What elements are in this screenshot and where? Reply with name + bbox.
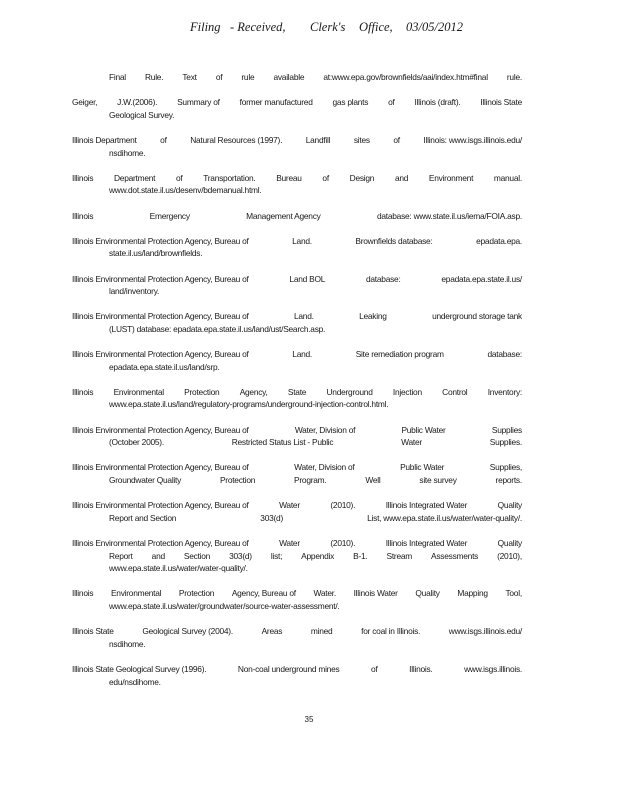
reference-word: Stream <box>386 550 413 561</box>
reference-word: site survey <box>419 475 457 485</box>
reference-word: Illinois <box>72 210 94 221</box>
reference-word: Natural Resources (1997). <box>190 134 283 145</box>
reference-word: Supplies, <box>489 462 522 473</box>
reference-word: Environmental <box>110 588 162 599</box>
reference-word: Report and Section <box>109 512 177 523</box>
reference-line <box>72 461 522 474</box>
reference-word: reports. <box>495 475 522 485</box>
reference-word: Illinois Environmental Protection Agency, Bureau of <box>72 273 249 284</box>
reference-word: Underground <box>326 386 373 397</box>
reference-word: Illinois Environmental Protection Agency, Bureau of <box>72 235 249 246</box>
reference-word: List, www.epa.state.il.us/water/water-quality/. <box>367 512 522 523</box>
reference-word: underground storage tank <box>432 311 522 322</box>
header-clerks: Clerk's <box>310 20 346 34</box>
reference-line: nsdihome. <box>109 147 146 158</box>
reference-word: Water <box>279 537 300 548</box>
reference-word: Well <box>365 475 381 485</box>
reference-word: Land. <box>293 311 314 322</box>
reference-word: Environmental <box>113 386 164 397</box>
reference-word: Section <box>183 550 211 561</box>
reference-line: Geological Survey. <box>109 109 175 120</box>
reference-word: Areas <box>261 626 283 637</box>
reference-line <box>72 537 522 550</box>
reference-entry <box>72 348 522 373</box>
reference-entry <box>72 386 522 411</box>
reference-word: Water <box>401 437 422 448</box>
reference-word: Water <box>279 500 300 511</box>
reference-word: Appendix <box>301 550 335 561</box>
reference-line <box>72 512 522 525</box>
reference-word: Illinois Integrated Water <box>385 500 468 511</box>
reference-word: Illinois Environmental Protection Agency, Bureau of <box>72 462 249 473</box>
reference-word: gas plants <box>332 97 369 108</box>
reference-line <box>72 663 522 676</box>
reference-word: Agency, <box>239 386 268 397</box>
reference-entry <box>72 96 522 121</box>
reference-word: Illinois Environmental Protection Agency, Bureau of <box>72 424 249 435</box>
reference-word: Summary of <box>177 97 220 108</box>
reference-entry <box>72 663 522 688</box>
reference-line <box>72 474 522 487</box>
reference-word: www.isgs.illinois.edu/ <box>448 626 522 637</box>
reference-word: Landfill <box>305 134 331 145</box>
reference-word: Illinois <box>72 172 94 183</box>
reference-word: Water, Division of <box>294 424 356 435</box>
reference-word: manual. <box>493 172 522 183</box>
reference-word: Agency, Bureau of <box>231 588 296 599</box>
header-date: 03/05/2012 <box>406 20 463 34</box>
reference-word: Design <box>349 172 375 183</box>
reference-line <box>72 71 522 84</box>
reference-word: Non-coal underground mines <box>237 663 340 674</box>
reference-line <box>72 210 522 223</box>
reference-list <box>72 71 522 701</box>
reference-word: Illinois <box>72 386 94 397</box>
reference-line <box>72 424 522 437</box>
reference-entry <box>72 134 522 159</box>
reference-word: of <box>393 134 400 145</box>
reference-word: Illinois Environmental Protection Agency, Bureau of <box>72 537 249 548</box>
header-filing: Filing <box>190 20 221 34</box>
reference-line <box>72 96 522 109</box>
reference-word: Water. <box>313 588 336 599</box>
reference-line: edu/nsdihome. <box>109 676 161 687</box>
reference-word: Geiger, <box>72 97 98 108</box>
reference-word: Public Water <box>400 462 445 473</box>
reference-word: Assessments <box>431 550 479 561</box>
reference-word: Brownfields database: <box>355 235 433 246</box>
reference-word: of <box>160 134 167 145</box>
reference-entry <box>72 210 522 223</box>
reference-word: Illinois State <box>72 626 114 637</box>
reference-word: Illinois State <box>480 97 522 108</box>
reference-line: www.epa.state.il.us/water/water-quality/. <box>109 563 248 574</box>
reference-word: 303(d) <box>260 512 284 523</box>
reference-line: state.il.us/land/brownfields. <box>109 248 203 259</box>
reference-word: Quality <box>415 588 440 599</box>
reference-word: Report <box>109 550 133 561</box>
reference-word: Supplies <box>491 424 522 435</box>
reference-word: Mapping <box>457 588 488 599</box>
reference-word: Control <box>442 386 468 397</box>
reference-word: Text <box>182 72 197 82</box>
reference-word: Illinois Environmental Protection Agency, Bureau of <box>72 349 249 360</box>
reference-entry <box>72 537 522 575</box>
reference-entry <box>72 273 522 298</box>
reference-line <box>72 550 522 563</box>
reference-word: and <box>151 550 165 561</box>
reference-word: B-1. <box>353 550 368 561</box>
reference-entry <box>72 461 522 486</box>
page-header <box>0 20 618 40</box>
reference-word: Rule. <box>144 72 164 82</box>
reference-word: Management Agency <box>246 210 321 221</box>
reference-word: Inventory: <box>487 386 522 397</box>
reference-entry <box>72 172 522 197</box>
reference-word: Geological Survey (2004). <box>142 626 233 637</box>
reference-word: (2010). <box>330 500 356 511</box>
reference-word: sites <box>353 134 370 145</box>
reference-word: list; <box>270 550 283 561</box>
reference-word: Land. <box>292 349 312 360</box>
reference-word: and <box>394 172 409 183</box>
reference-line <box>72 348 522 361</box>
reference-line <box>72 310 522 323</box>
reference-word: (2010). <box>330 537 356 548</box>
reference-word: available <box>273 72 305 82</box>
reference-word: at:www.epa.gov/brownfields/aai/index.htm#final <box>323 72 488 82</box>
reference-word: of <box>215 72 223 82</box>
reference-line <box>72 625 522 638</box>
reference-word: Illinois Integrated Water <box>385 537 468 548</box>
reference-word: Bureau <box>276 172 302 183</box>
reference-line <box>72 499 522 512</box>
reference-word: Protection <box>219 475 256 485</box>
header-received: - Received, <box>230 20 286 34</box>
reference-word: Illinois State Geological Survey (1996). <box>72 663 207 674</box>
reference-word: Leaking <box>359 311 387 322</box>
reference-line <box>72 436 522 449</box>
reference-entry <box>72 499 522 524</box>
reference-word: Land. <box>292 235 312 246</box>
reference-line: nsdihome. <box>109 638 146 649</box>
reference-word: J.W.(2006). <box>117 97 158 108</box>
reference-word: Illinois Environmental Protection Agency, Bureau of <box>72 500 249 511</box>
reference-word: Site remediation program <box>355 349 444 360</box>
reference-word: Water, Division of <box>294 462 355 473</box>
reference-word: Quality <box>497 537 522 548</box>
reference-word: epadata.epa. <box>476 235 522 246</box>
reference-entry <box>72 424 522 449</box>
reference-word: rule <box>241 72 255 82</box>
reference-line: www.epa.state.il.us/land/regulatory-programs/underground-injection-control.html. <box>109 399 389 410</box>
reference-word: (October 2005). <box>109 437 164 448</box>
reference-entry <box>72 310 522 335</box>
reference-line <box>72 235 522 248</box>
reference-word: Public Water <box>401 424 446 435</box>
reference-word: Quality <box>497 500 522 511</box>
reference-word: database: www.state.il.us/iema/FOIA.asp. <box>376 210 522 221</box>
reference-word: of <box>175 172 183 183</box>
reference-word: (2010), <box>497 550 522 561</box>
reference-word: Illinois: www.isgs.illinois.edu/ <box>423 134 522 145</box>
reference-word: of <box>388 97 395 108</box>
reference-word: Protection <box>178 588 215 599</box>
reference-word: Illinois. <box>409 663 433 674</box>
header-office: Office, <box>359 20 393 34</box>
reference-line: www.dot.state.il.us/desenv/bdemanual.html. <box>109 185 262 196</box>
reference-word: database: <box>365 273 401 284</box>
reference-word: Restricted Status List - Public <box>231 437 334 448</box>
reference-line <box>72 134 522 147</box>
reference-word: former manufactured <box>239 97 313 108</box>
reference-word: Tool, <box>505 588 522 599</box>
reference-word: for coal in Illinois. <box>361 626 421 637</box>
reference-word: Supplies. <box>489 437 522 448</box>
reference-line: (LUST) database: epadata.epa.state.il.us/land/ust/Search.asp. <box>109 323 326 334</box>
reference-word: Groundwater Quality <box>109 475 182 485</box>
page-number: 35 <box>304 715 314 724</box>
reference-entry <box>72 587 522 612</box>
reference-line: www.epa.state.il.us/water/groundwater/source-water-assessment/. <box>109 600 340 611</box>
reference-word: Program. <box>294 475 327 485</box>
reference-word: State <box>287 386 307 397</box>
reference-line <box>72 587 522 600</box>
reference-word: Injection <box>392 386 422 397</box>
reference-line <box>72 172 522 185</box>
reference-word: Illinois Department <box>72 134 137 145</box>
reference-line <box>72 273 522 286</box>
reference-entry <box>72 235 522 260</box>
reference-word: Environment <box>428 172 474 183</box>
reference-word: Land BOL <box>289 273 326 284</box>
reference-line: epadata.epa.state.il.us/land/srp. <box>109 361 220 372</box>
reference-word: Illinois <box>72 588 94 599</box>
reference-word: of <box>371 663 378 674</box>
reference-line: land/inventory. <box>109 286 160 297</box>
reference-word: epadata.epa.state.il.us/ <box>441 273 522 284</box>
reference-line <box>72 386 522 399</box>
reference-word: of <box>322 172 329 183</box>
reference-word: Illinois Water <box>353 588 398 599</box>
reference-word: Department <box>114 172 156 183</box>
reference-word: www.isgs.illinois. <box>464 663 522 674</box>
reference-word: rule. <box>506 72 522 82</box>
reference-entry <box>72 625 522 650</box>
reference-word: database: <box>487 349 522 360</box>
reference-word: Illinois (draft). <box>414 97 461 108</box>
reference-word: 303(d) <box>229 550 252 561</box>
reference-word: Final <box>109 72 126 82</box>
reference-word: Protection <box>184 386 220 397</box>
reference-word: Transportation. <box>203 172 256 183</box>
reference-entry <box>72 71 522 84</box>
reference-word: mined <box>310 626 333 637</box>
reference-word: Illinois Environmental Protection Agency, Bureau of <box>72 311 249 322</box>
reference-word: Emergency <box>149 210 190 221</box>
